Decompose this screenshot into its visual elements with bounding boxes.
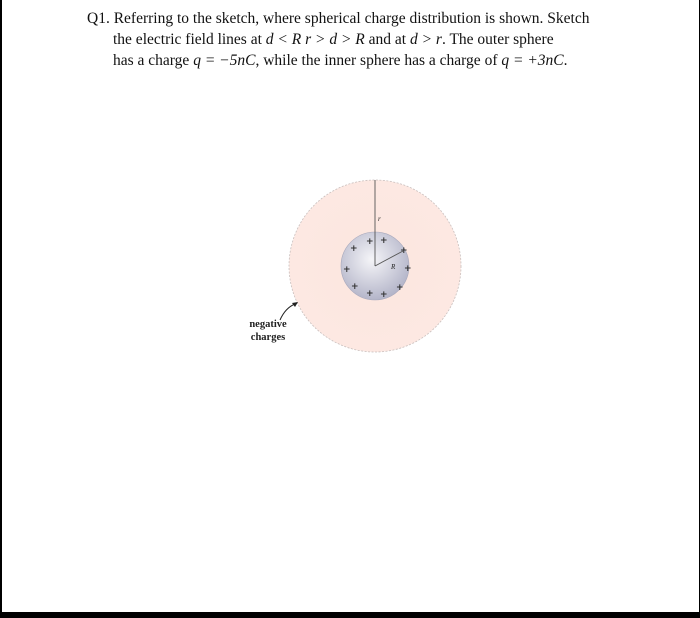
plus-charge: + (366, 289, 374, 299)
inner-charge: q = +3nC (501, 52, 564, 69)
plus-charge: + (366, 237, 374, 247)
inner-radius-label: R (391, 263, 396, 271)
plus-charge: + (351, 282, 359, 292)
plus-charge: + (350, 244, 358, 254)
question-line-3: has a charge q = −5nC, while the inner sphere has a charge of q = +3nC. (113, 52, 568, 69)
plus-charge: + (404, 264, 412, 274)
plus-charge: + (396, 283, 404, 293)
plus-charge: + (380, 290, 388, 300)
plus-charge: + (400, 246, 408, 256)
plus-charge: + (343, 265, 351, 275)
document-page (2, 0, 699, 612)
condition-outside: d > r (409, 31, 442, 48)
sphere-diagram (2, 0, 699, 612)
question-line-2: the electric field lines at d < R r > d > R and at d > r. The outer sphere (113, 31, 554, 48)
condition-inside: d < R r > d > R (265, 31, 365, 48)
outer-radius-label: r (378, 215, 381, 223)
plus-charge: + (380, 236, 388, 246)
outer-charge: q = −5nC (193, 52, 256, 69)
question-line-1: Q1. Referring to the sketch, where spherical charge distribution is shown. Sketch (87, 10, 590, 27)
negative-charges-label: negative charges (249, 319, 287, 343)
question-number: Q1. (87, 10, 110, 27)
